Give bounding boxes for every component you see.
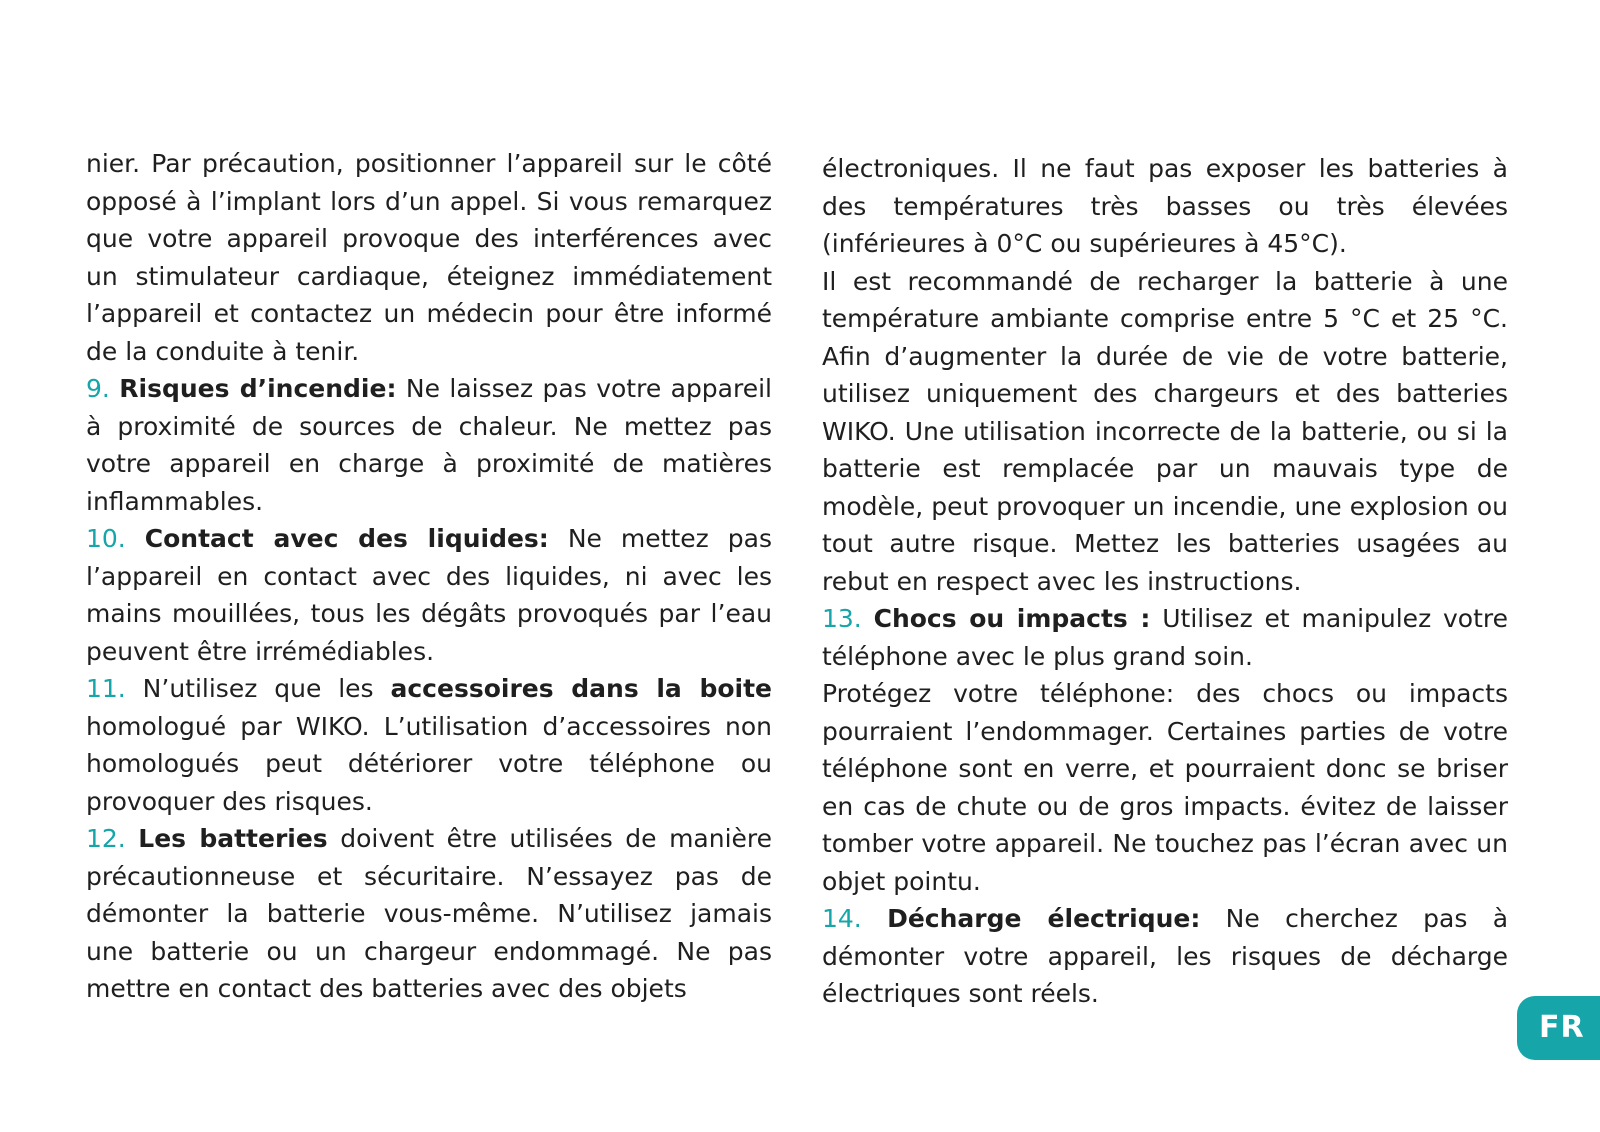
item-text: homologué par WIKO. L’utilisation d’accessoires non homologués peut détériorer votre téléphone ou provoquer des risques. — [86, 711, 772, 816]
item-title: accessoires dans la boite — [390, 674, 772, 703]
item-text: Utilisez et manipulez votre téléphone avec le plus grand soin. — [822, 604, 1509, 671]
left-column — [86, 145, 772, 1008]
item-10 — [86, 520, 772, 670]
item-13 — [822, 600, 1508, 675]
item-number: 12. — [86, 824, 126, 853]
item-title: Décharge électrique: — [887, 904, 1201, 933]
language-tab: FR — [1517, 996, 1600, 1060]
paragraph-protect: Protégez votre téléphone: des chocs ou impacts pourraient l’endommager. Certaines parties de votre téléphone sont en verre, et pourraient donc se briser en cas de chute ou de gros impacts. évitez de laisser tomber votre appareil. Ne touchez pas l’écran avec un objet pointu. — [822, 679, 1508, 896]
right-column — [822, 150, 1508, 1013]
item-14 — [822, 900, 1508, 1013]
item-title: Risques d’incendie: — [119, 374, 397, 403]
item-number: 13. — [822, 604, 862, 633]
item-number: 14. — [822, 904, 862, 933]
item-text: Ne cherchez pas à démonter votre appareil, les risques de décharge électriques sont réels. — [822, 904, 1509, 1008]
item-title: Chocs ou impacts : — [873, 604, 1151, 633]
item-12 — [86, 820, 772, 1008]
item-number: 11. — [86, 674, 126, 703]
item-11 — [86, 670, 772, 820]
paragraph-intro: nier. Par précaution, positionner l’appareil sur le côté opposé à l’implant lors d’un appel. Si vous remarquez que votre appareil provoque des interférences avec un stimulateur cardiaque, éteignez immédiatement l’appareil et contactez un médecin pour être informé de la conduite à tenir. — [86, 149, 772, 366]
item-lead-text: N’utilisez que les — [142, 674, 374, 703]
item-9 — [86, 370, 772, 520]
item-text: Ne laissez pas votre appareil à proximité de sources de chaleur. Ne mettez pas votre appareil en charge à proximité de matières inflammables. — [86, 374, 772, 516]
item-title: Les batteries — [138, 824, 328, 853]
paragraph-temperature: électroniques. Il ne faut pas exposer les batteries à des températures très basses ou très élevées (inférieures à 0°C ou supérieures à 45°C). — [822, 154, 1508, 258]
item-text: doivent être utilisées de manière précautionneuse et sécuritaire. N’essayez pas de démonter la batterie vous-même. N’utilisez jamais une batterie ou un chargeur endommagé. Ne pas mettre en contact des batteries avec des objets — [86, 824, 773, 1003]
item-number: 10. — [86, 524, 126, 553]
paragraph-recharge: Il est recommandé de recharger la batterie à une température ambiante comprise entre 5 °C et 25 °C. Afin d’augmenter la durée de vie de votre batterie, utilisez uniquement des chargeurs et des batteries WIKO. Une utilisation incorrecte de la batterie, ou si la batterie est remplacée par un mauvais type de modèle, peut provoquer un incendie, une explosion ou tout autre risque. Mettez les batteries usagées au rebut en respect avec les instructions. — [822, 266, 1508, 596]
item-text: Ne mettez pas l’appareil en contact avec des liquides, ni avec les mains mouillées, tous les dégâts provoqués par l’eau peuvent être irrémédiables. — [86, 524, 772, 666]
item-number: 9. — [86, 374, 110, 403]
item-title: Contact avec des liquides: — [144, 524, 549, 553]
